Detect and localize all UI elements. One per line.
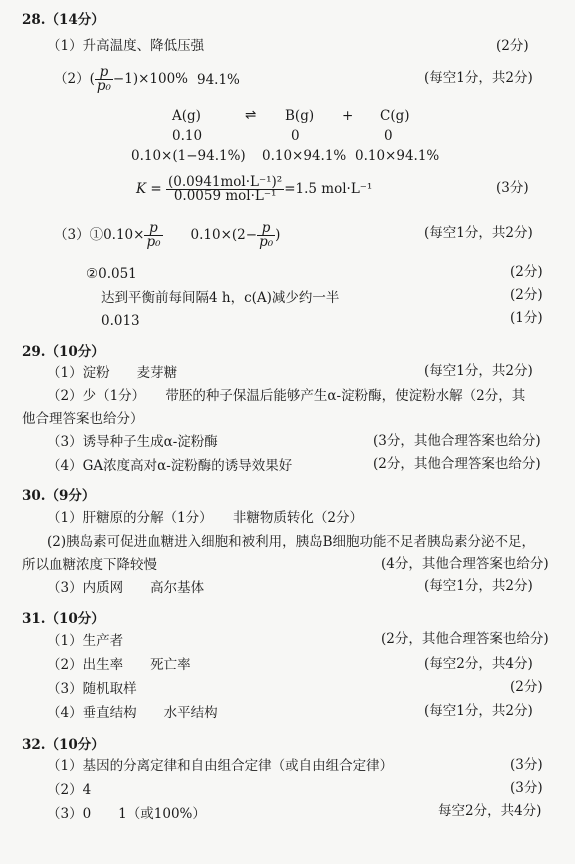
q29-part2: （2）少（1分） 带胚的种子保温后能够产生α-淀粉酶，使淀粉水解（2分，其 <box>47 388 526 404</box>
q29-part4: （4）GA浓度高对α-淀粉酶的诱导效果好 <box>47 458 293 474</box>
eq-plus: + <box>342 108 354 124</box>
k-fraction <box>166 176 284 203</box>
eq-row1-a: 0.10 <box>172 128 203 144</box>
q31-part1-score: (2分，其他合理答案也给分) <box>381 631 549 647</box>
q32-part1: （1）基因的分离定律和自由组合定律（或自由组合定律） <box>47 758 394 774</box>
q28-part3-f2-den: p₀ <box>259 234 274 250</box>
q28-part3-end: ) <box>275 227 281 243</box>
q28-part2-label: （2）( <box>54 71 95 87</box>
q31-part2-score: (每空2分，共4分) <box>424 656 533 672</box>
q32-heading: 32.（10分） <box>22 737 105 753</box>
q30-part3: （3）内质网 高尔基体 <box>47 580 205 596</box>
q28-part2-fraction-den: p₀ <box>96 78 111 94</box>
q29-part3-score: (3分，其他合理答案也给分) <box>373 433 541 449</box>
q31-part4-score: (每空1分，共2分) <box>424 703 533 719</box>
q32-part1-score: (3分) <box>510 757 543 773</box>
q28-part3-fraction2 <box>257 222 275 249</box>
q31-part2: （2）出生率 死亡率 <box>47 657 191 673</box>
q28-heading: 28.（14分） <box>22 12 105 28</box>
q31-part3: （3）随机取样 <box>47 681 137 697</box>
q28-part3-expression <box>54 222 280 249</box>
q29-part1: （1）淀粉 麦芽糖 <box>47 365 178 381</box>
k-score: (3分) <box>496 180 529 196</box>
q30-part2-cont: 所以血糖浓度下降较慢 <box>22 557 157 573</box>
q29-part4-score: (2分，其他合理答案也给分) <box>373 456 541 472</box>
q30-part2-score: (4分，其他合理答案也给分) <box>381 556 549 572</box>
q28-part1: （1）升高温度、降低压强 <box>47 38 205 54</box>
q28-part3-answer2-score: (2分) <box>510 264 543 280</box>
q28-part3-f1-den: p₀ <box>146 234 161 250</box>
q28-part3-explanation: 达到平衡前每间隔4 h，c(A)减少约一半 <box>101 290 340 306</box>
q28-part2-expression <box>54 66 188 93</box>
q28-part3-f1-num: p <box>144 222 162 236</box>
q28-part3-fraction1 <box>144 222 162 249</box>
q28-part2-fraction <box>95 66 113 93</box>
q31-part3-score: (2分) <box>510 679 543 695</box>
q30-part1: （1）肝糖原的分解（1分） 非糖物质转化（2分） <box>47 510 364 526</box>
eq-species-c: C(g) <box>380 108 410 124</box>
q31-heading: 31.（10分） <box>22 611 105 627</box>
q28-part3-mid: 0.10×(2− <box>190 227 258 243</box>
q28-part2-tail: −1)×100% <box>112 71 188 87</box>
q30-heading: 30.（9分） <box>22 488 96 504</box>
q32-part3: （3）0 1（或100%） <box>47 806 206 822</box>
q30-part2: (2)胰岛素可促进血糖进入细胞和被利用，胰岛B细胞功能不足者胰岛素分泌不足， <box>47 534 536 550</box>
q30-part3-score: (每空1分，共2分) <box>424 578 533 594</box>
q29-part2-cont: 他合理答案也给分） <box>22 411 144 427</box>
q28-part3-score: (每空1分，共2分) <box>424 225 533 241</box>
eq-reversible-arrow: ⇌ <box>245 107 257 123</box>
eq-row2-c: 0.10×94.1% <box>355 148 440 164</box>
q32-part2-score: (3分) <box>510 780 543 796</box>
q28-part3-answer3-score: (1分) <box>510 310 543 326</box>
q28-part3-explanation-score: (2分) <box>510 287 543 303</box>
eq-row2-a: 0.10×(1−94.1%) <box>131 148 246 164</box>
k-label: K = <box>136 181 162 197</box>
q32-part2: （2）4 <box>47 782 92 798</box>
eq-row1-c: 0 <box>384 128 393 144</box>
q28-part1-score: (2分) <box>496 38 529 54</box>
q32-part3-score: 每空2分，共4分) <box>438 803 542 819</box>
q28-part2-fraction-num: p <box>95 66 113 80</box>
eq-species-a: A(g) <box>172 108 201 124</box>
eq-row1-b: 0 <box>291 128 300 144</box>
q29-part1-score: (每空1分，共2分) <box>424 363 533 379</box>
q31-part4: （4）垂直结构 水平结构 <box>47 705 218 721</box>
q29-heading: 29.（10分） <box>22 344 105 360</box>
q28-part3-f2-num: p <box>257 222 275 236</box>
q29-part3: （3）诱导种子生成α-淀粉酶 <box>47 434 218 450</box>
q28-part3-label: （3）①0.10× <box>54 227 145 243</box>
eq-row2-b: 0.10×94.1% <box>262 148 347 164</box>
q28-part2-value: 94.1% <box>197 72 240 88</box>
k-numerator: (0.0941mol·L⁻¹)² <box>168 174 283 190</box>
q28-part2-score: (每空1分，共2分) <box>424 70 533 86</box>
q28-part3-answer2: ②0.051 <box>86 266 137 282</box>
q28-part3-answer3: 0.013 <box>101 313 140 329</box>
k-expression <box>136 176 372 203</box>
q31-part1: （1）生产者 <box>47 633 124 649</box>
k-denominator: 0.0059 mol·L⁻¹ <box>173 188 277 204</box>
eq-species-b: B(g) <box>285 108 315 124</box>
k-result: =1.5 mol·L⁻¹ <box>284 181 373 197</box>
